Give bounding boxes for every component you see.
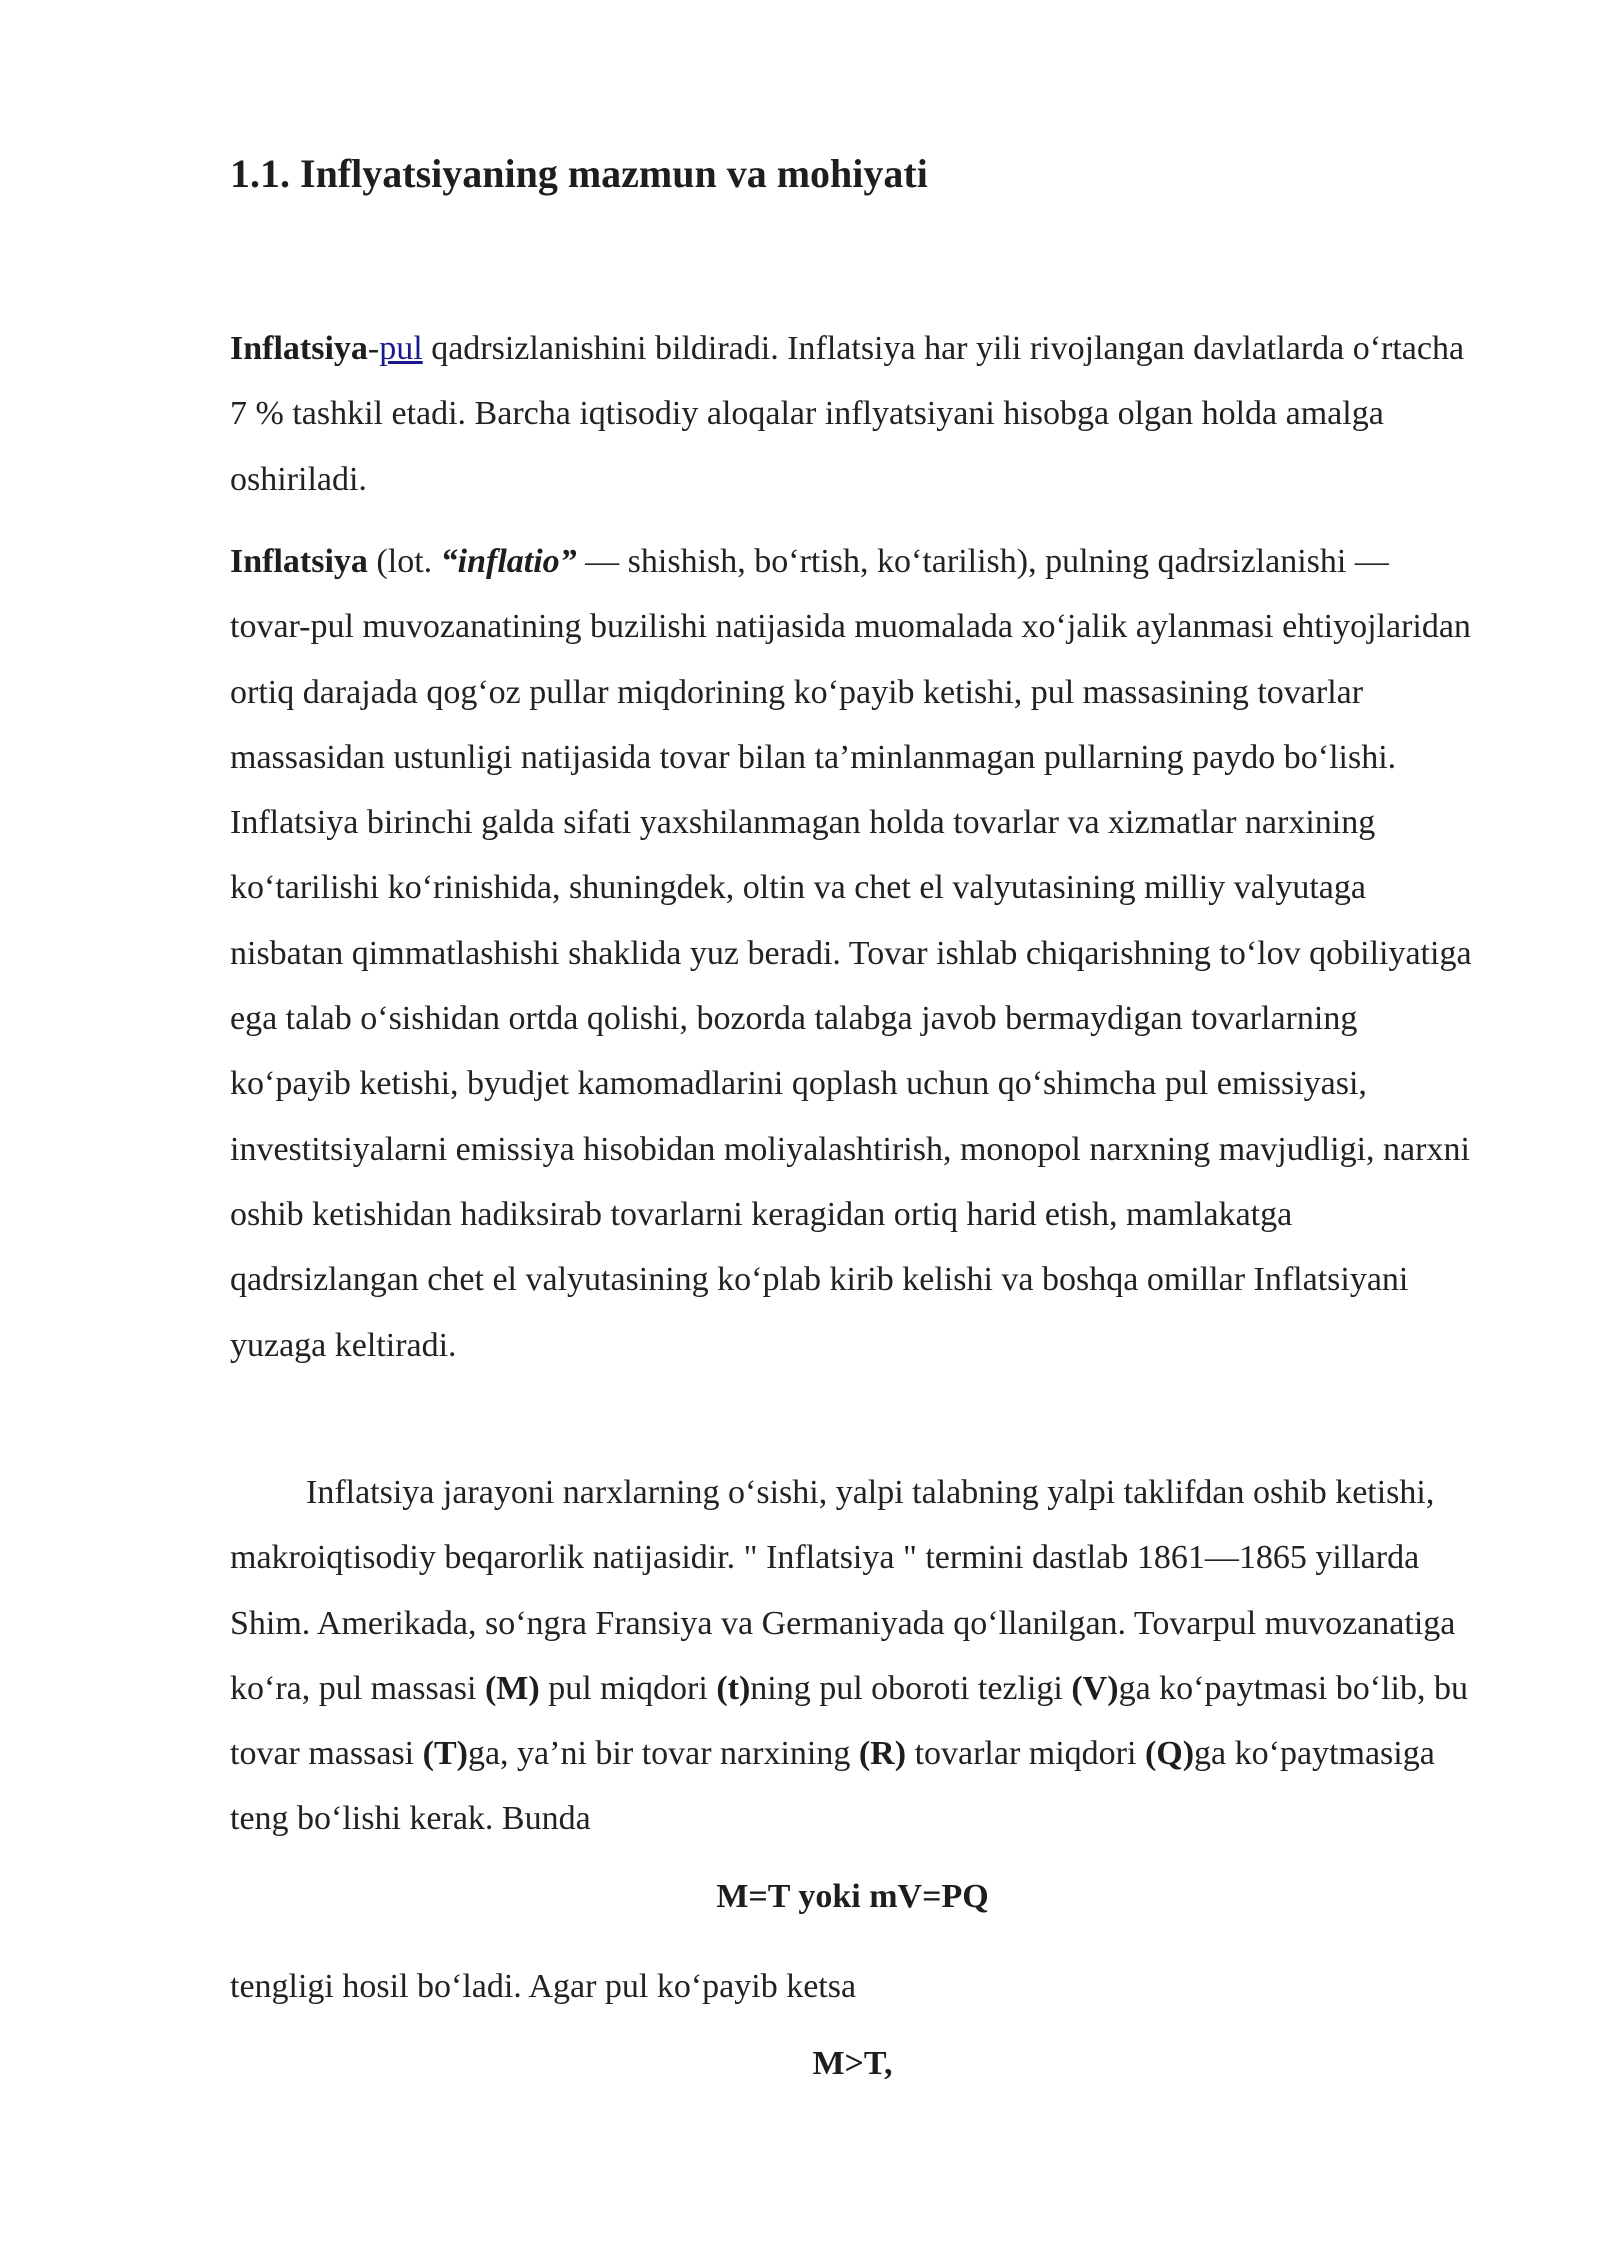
section-heading: 1.1. Inflyatsiyaning mazmun va mohiyati [230, 151, 928, 196]
paragraph-text: ga ko‘paytmasi bo‘lib, bu tovar massasi [230, 1669, 1468, 1773]
paragraph-process [230, 1460, 1475, 1852]
term-inflatsiya: Inflatsiya [230, 330, 368, 367]
paragraph-text: — shishish, bo‘rtish, ko‘tarilish), pulning qadrsizlanishi — tovar-pul muvozanatining buzilishi natijasida muomalada xo‘jalik aylanmasi ehtiyojlaridan ortiq darajada qog‘oz pullar miqdorining ko‘payib ketishi, pul massasining tovarlar massasidan ustunligi natijasida tovar bilan ta’minlanmagan pullarning paydo bo‘lishi. Inflatsiya birinchi galda sifati yaxshilanmagan holda tovarlar va xizmatlar narxining ko‘tarilishi ko‘rinishida, shuningdek, oltin va chet el valyutasining milliy valyutaga nisbatan qimmatlashishi shaklida yuz beradi. Tovar ishlab chiqarishning to‘lov qobiliyatiga ega talab o‘sishidan ortda qolishi, bozorda talabga javob bermaydigan tovarlarning ko‘payib ketishi, byudjet kamomadlarini qoplash uchun qo‘shimcha pul emissiyasi, investitsiyalarni emissiya hisobidan moliyalashtirish, monopol narxning mavjudligi, narxni oshib ketishidan hadiksirab tovarlarni keragidan ortiq harid etish, mamlakatga qadrsizlangan chet el valyutasining ko‘plab kirib kelishi va boshqa omillar Inflatsiyani yuzaga keltiradi. [230, 543, 1472, 1364]
term-inflatsiya: Inflatsiya [230, 543, 368, 580]
paragraph-etymology [230, 529, 1475, 1378]
symbol-q: (Q) [1144, 1735, 1195, 1773]
pul-link[interactable]: pul [379, 330, 423, 367]
paragraph-text: pul miqdori [539, 1669, 717, 1707]
paragraph-text: qadrsizlanishini bildiradi. Inflatsiya har yili rivojlangan davlatlarda o‘rtacha 7 % tashkil etadi. Barcha iqtisodiy aloqalar inflyatsiyani hisobga olgan holda amalga oshiriladi. [230, 330, 1465, 498]
dash: - [367, 330, 380, 367]
paragraph-text: Inflatsiya jarayoni narxlarning o‘sishi, yalpi talabning yalpi taklifdan oshib ketishi, makroiqtisodiy beqarorlik natijasidir. " Inflatsiya " termini dastlab 1861—1865 yillarda Shim. Amerikada, so‘ngra Fransiya va Germaniyada qo‘llanilgan. Tovarpul muvozanatiga ko‘ra, pul massasi [230, 1474, 1456, 1707]
symbol-m: (M) [484, 1669, 540, 1707]
symbol-v: (V) [1071, 1669, 1119, 1707]
latin-term: “inflatio” [440, 543, 577, 580]
paragraph-text: ga ko‘paytmasiga teng bo‘lishi kerak. Bunda [230, 1735, 1435, 1838]
paragraph-text: ning pul oboroti tezligi [750, 1669, 1072, 1707]
symbol-r: (R) [858, 1735, 907, 1773]
symbol-t-lower: (t) [716, 1669, 751, 1707]
formula-equation: M=T yoki mV=PQ [716, 1878, 989, 1915]
paragraph-definition [230, 316, 1475, 512]
paragraph-text: tovarlar miqdori [906, 1735, 1145, 1773]
paragraph-text: (lot. [367, 543, 441, 580]
formula-inequality: M>T, [812, 2045, 893, 2082]
paragraph-tail: tengligi hosil bo‘ladi. Agar pul ko‘payib ketsa [230, 1968, 857, 2005]
symbol-t: (T) [422, 1735, 468, 1773]
paragraph-text: ga, ya’ni bir tovar narxining [467, 1735, 859, 1773]
